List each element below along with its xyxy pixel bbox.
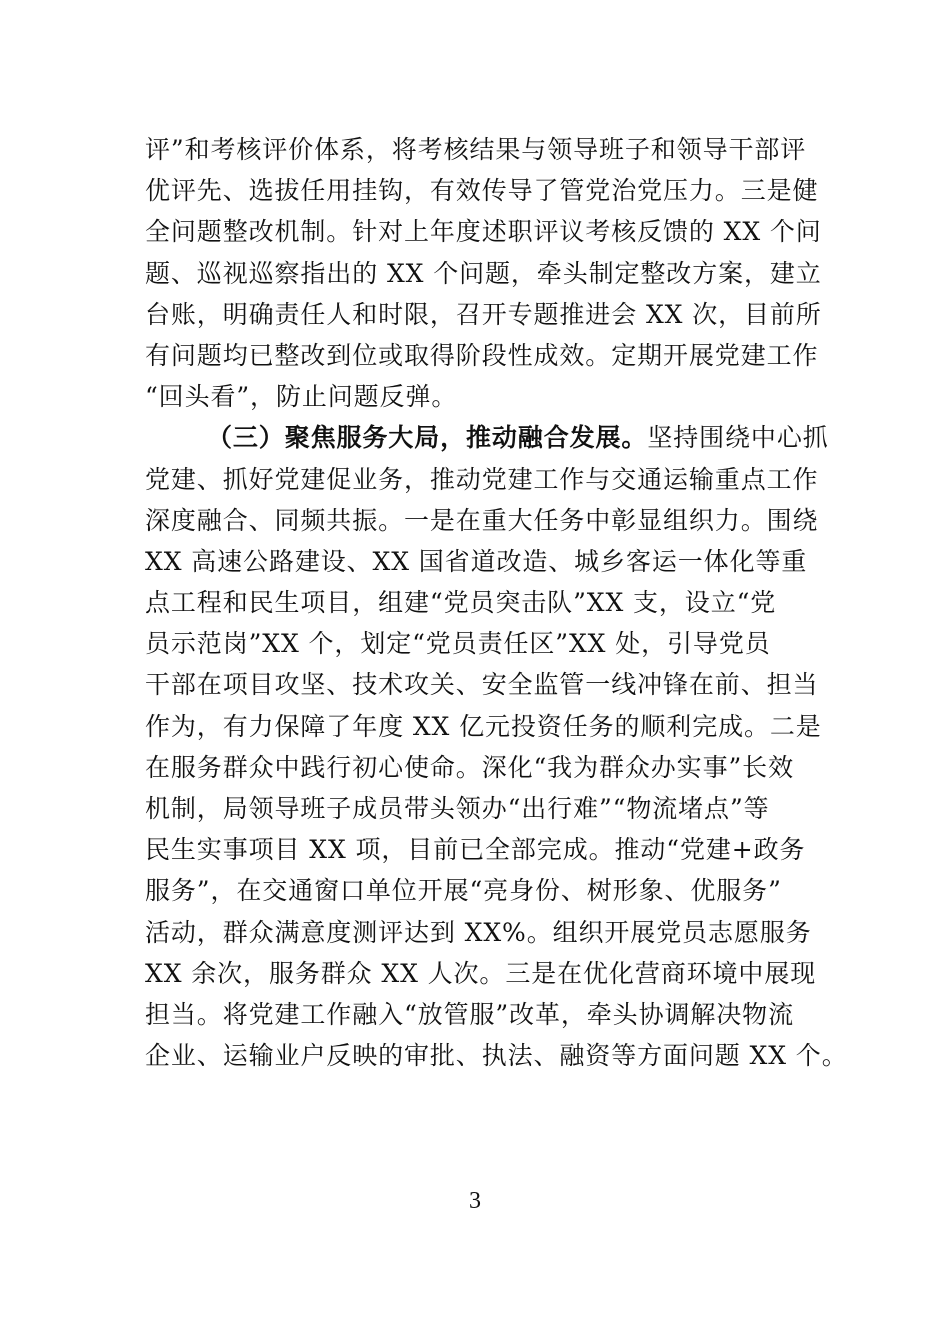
- text-line: 点工程和民生项目，组建“党员突击队”XX 支，设立“党: [145, 588, 777, 618]
- text-line: 员示范岗”XX 个，划定“党员责任区”XX 处，引导党员: [145, 629, 771, 659]
- text-line: 优评先、选拔任用挂钩，有效传导了管党治党压力。三是健: [145, 176, 819, 206]
- text-line: 在服务群众中践行初心使命。深化“我为群众办实事”长效: [145, 752, 794, 782]
- text-line: 评”和考核评价体系，将考核结果与领导班子和领导干部评: [145, 135, 807, 164]
- text-line: 民生实事项目 XX 项，目前已全部完成。推动“党建+政务: [145, 835, 806, 865]
- text-line: 服务”，在交通窗口单位开展“亮身份、树形象、优服务”: [145, 876, 782, 906]
- text-line: 干部在项目攻坚、技术攻关、安全监管一线冲锋在前、担当: [145, 670, 819, 700]
- section-first-line-rest: 坚持围绕中心抓: [647, 423, 829, 453]
- text-line: 深度融合、同频共振。一是在重大任务中彰显组织力。围绕: [145, 505, 819, 535]
- page-number: 3: [469, 1188, 481, 1214]
- text-line: XX 余次，服务群众 XX 人次。三是在优化营商环境中展现: [145, 958, 817, 988]
- text-line: 全问题整改机制。针对上年度述职评议考核反馈的 XX 个问: [145, 217, 822, 247]
- text-line: “回头看”，防止问题反弹。: [145, 382, 458, 412]
- document-body: [145, 129, 848, 1076]
- section-heading: （三）聚焦服务大局，推动融合发展。: [207, 423, 648, 453]
- text-line: 台账，明确责任人和时限，召开专题推进会 XX 次，目前所: [145, 299, 822, 329]
- text-line: 担当。将党建工作融入“放管服”改革，牵头协调解决物流: [145, 999, 794, 1029]
- section-first-line: [145, 417, 829, 458]
- text-line: 机制，局领导班子成员带头领办“出行难”“物流堵点”等: [145, 794, 770, 823]
- text-line: 活动，群众满意度测评达到 XX%。组织开展党员志愿服务: [145, 917, 812, 947]
- text-line: 题、巡视巡察指出的 XX 个问题，牵头制定整改方案，建立: [145, 258, 822, 288]
- text-line: 作为，有力保障了年度 XX 亿元投资任务的顺利完成。二是: [145, 711, 822, 741]
- text-line: 有问题均已整改到位或取得阶段性成效。定期开展党建工作: [145, 340, 819, 370]
- text-line: XX 高速公路建设、XX 国省道改造、城乡客运一体化等重: [145, 546, 808, 576]
- text-line: 企业、运输业户反映的审批、执法、融资等方面问题 XX 个。: [145, 1041, 848, 1071]
- text-line: 党建、抓好党建促业务，推动党建工作与交通运输重点工作: [145, 464, 819, 494]
